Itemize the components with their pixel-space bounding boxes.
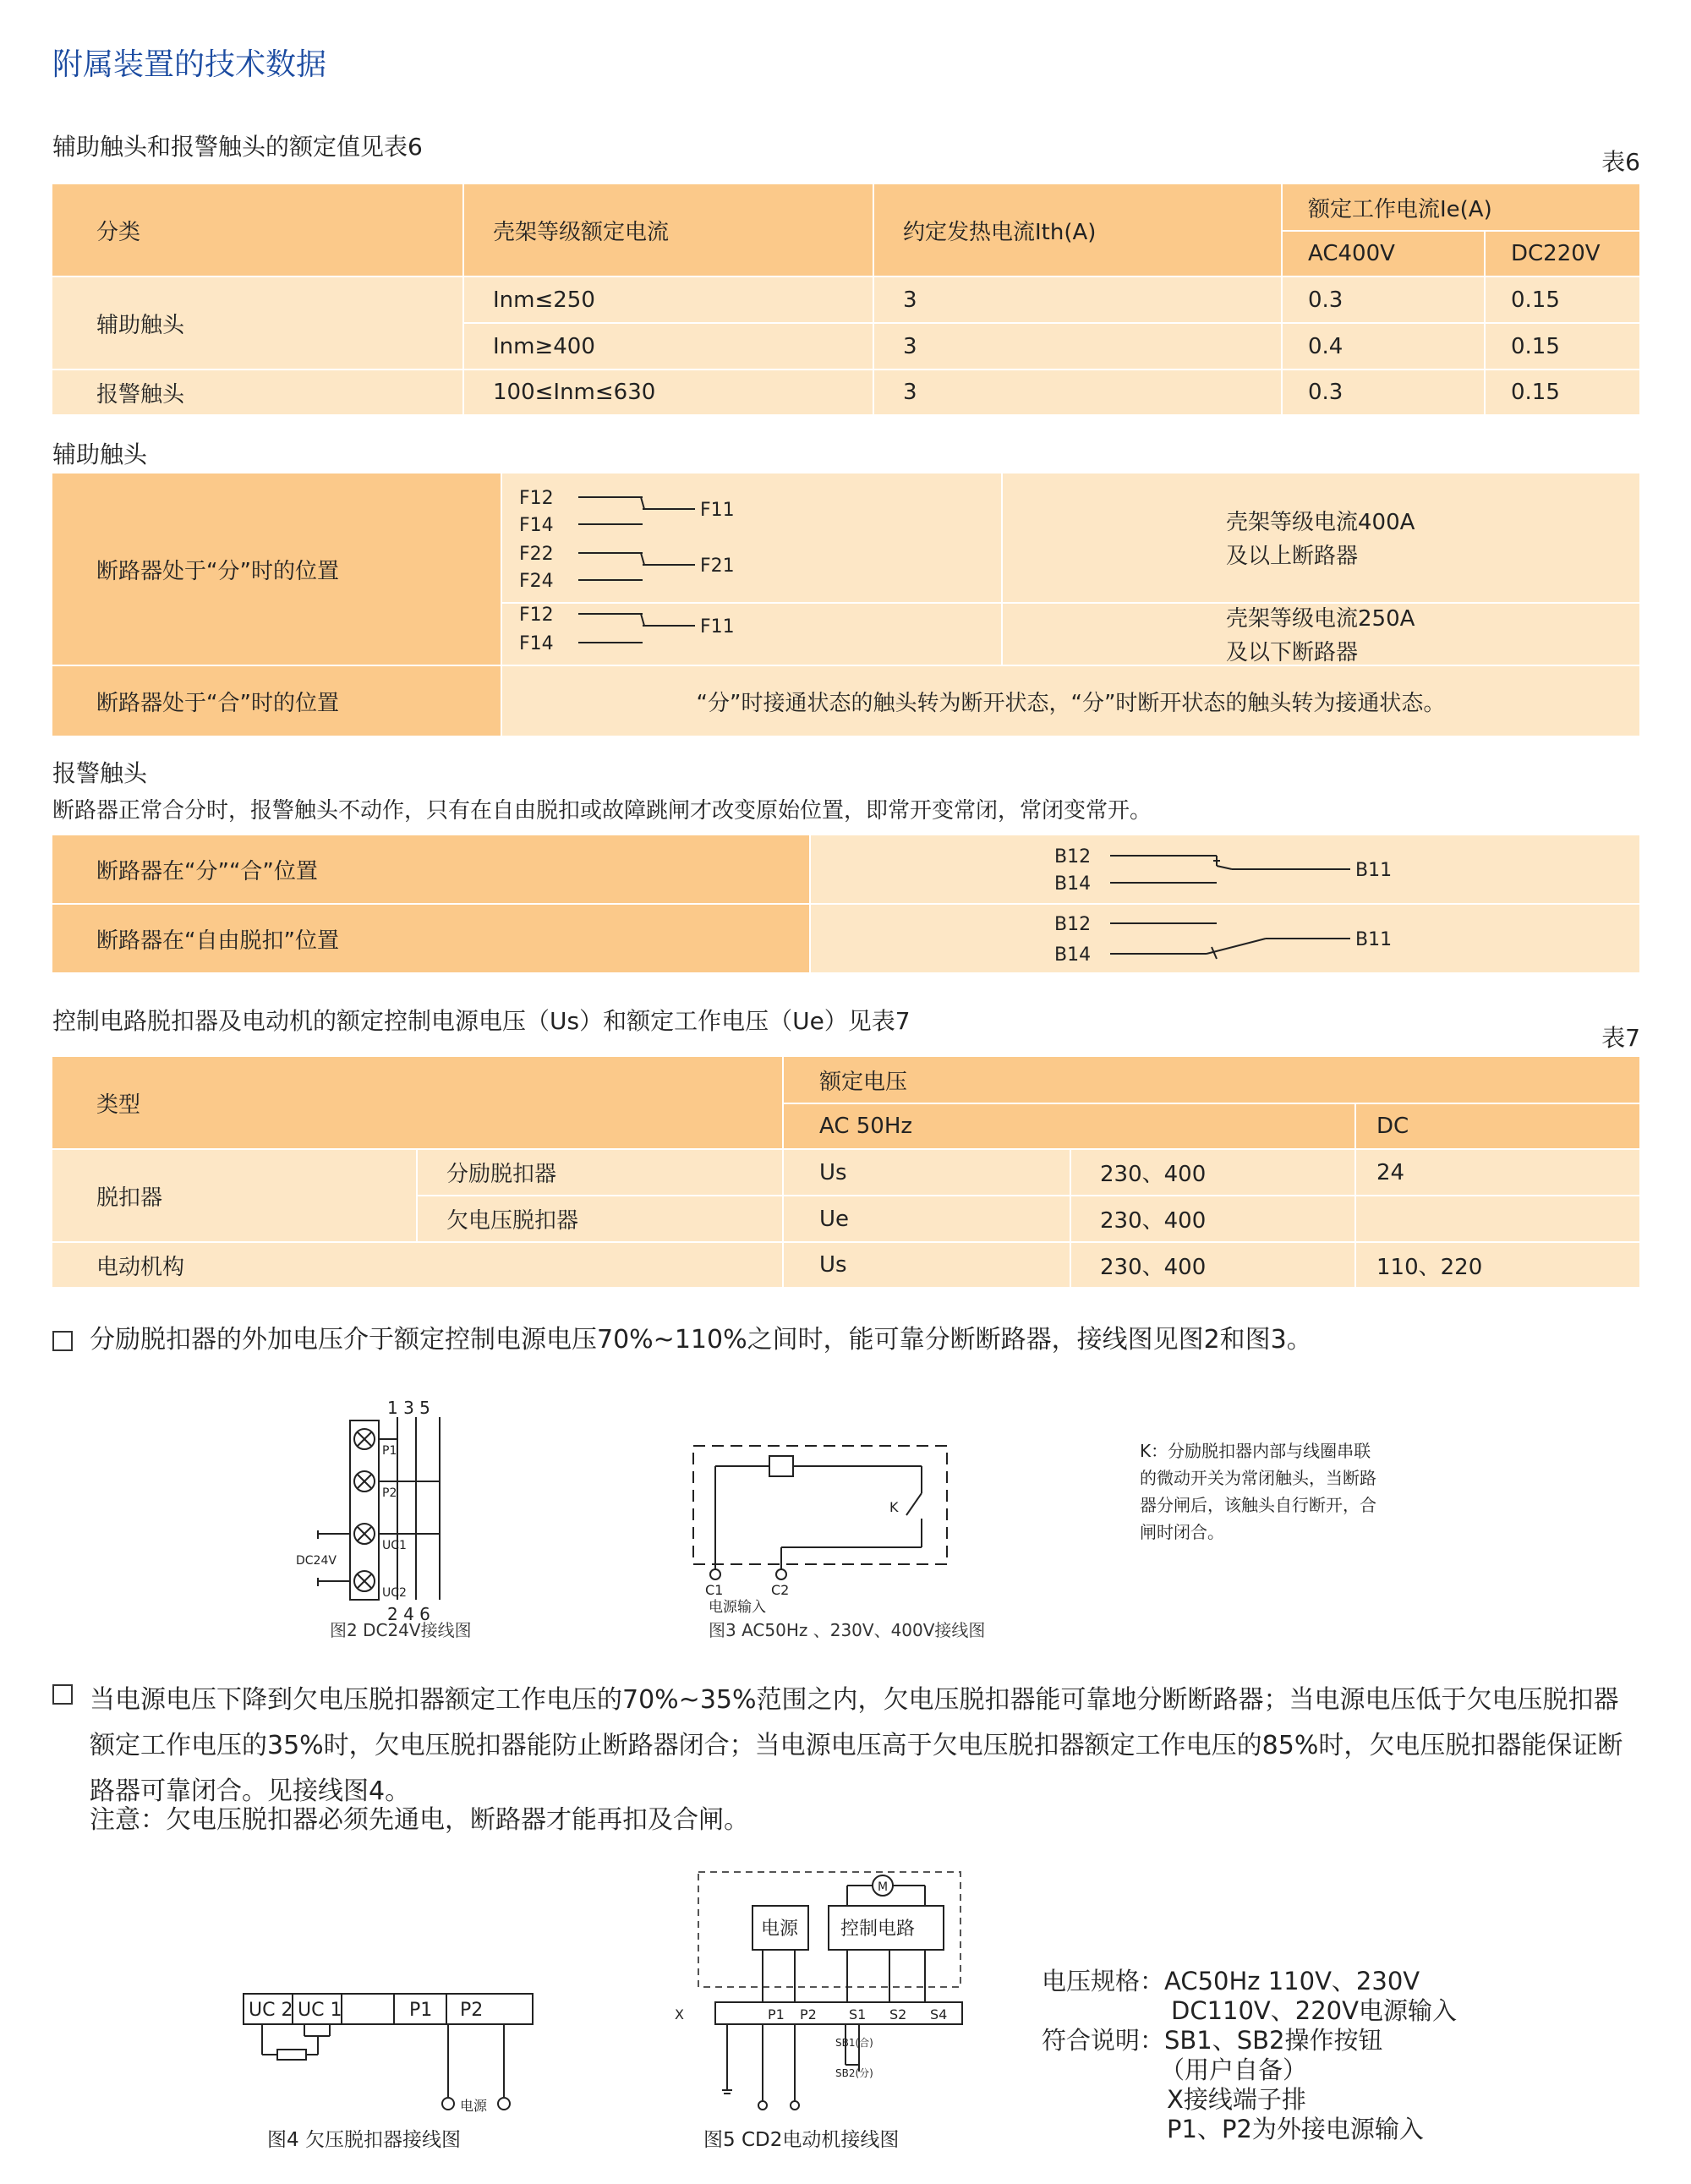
spec-line2: DC110V、220V电源输入 bbox=[1171, 1996, 1457, 2025]
k-note-line4: 闸时闭合。 bbox=[1140, 1522, 1224, 1542]
fig4-uc1: UC 1 bbox=[298, 2000, 342, 2021]
uv-note-line2: 额定工作电压的35%时，欠电压脱扣器能防止断路器闭合；当电源电压高于欠电压脱扣器额定工作电压的85%时，欠电压脱扣器能保证断 bbox=[90, 1731, 1623, 1760]
fig4-p1: P1 bbox=[409, 2000, 433, 2021]
fig5-p2: P2 bbox=[800, 2006, 817, 2023]
term-b14-a: B14 bbox=[1054, 873, 1092, 895]
spec-line1: 电压规格：AC50Hz 110V、230V bbox=[1042, 1967, 1420, 1995]
fig3-c2: C2 bbox=[771, 1582, 790, 1598]
t7-r1-ac: 230、400 bbox=[1070, 1195, 1354, 1241]
term-b12-b: B12 bbox=[1054, 914, 1092, 935]
t7-r2-name: 电动机构 bbox=[52, 1241, 782, 1287]
fig5-sb1: SB1(合) bbox=[835, 2037, 873, 2049]
alarm-contact-desc: 断路器正常合分时，报警触头不动作，只有在自由脱扣或故障跳闸才改变原始位置，即常开变常闭，常闭变常开。 bbox=[52, 798, 1152, 824]
fig2-uc2: UC2 bbox=[382, 1586, 407, 1600]
t6-r1-ac: 0.4 bbox=[1281, 322, 1484, 369]
page-title: 附属装置的技术数据 bbox=[52, 47, 327, 82]
spec-line5: X接线端子排 bbox=[1167, 2085, 1306, 2114]
uv-attention: 注意：欠电压脱扣器必须先通电，断路器才能再扣及合闸。 bbox=[90, 1805, 749, 1835]
t6-h-category: 分类 bbox=[52, 184, 462, 276]
frame-400-text bbox=[1226, 506, 1415, 573]
spec-line3: 符合说明：SB1、SB2操作按钮 bbox=[1042, 2026, 1383, 2055]
alarm-contact-table bbox=[52, 835, 1639, 972]
term-f11-b: F11 bbox=[700, 616, 735, 638]
fig3-k: K bbox=[889, 1499, 899, 1515]
t7-r0-ac: 230、400 bbox=[1070, 1148, 1354, 1195]
fig2-p1: P1 bbox=[382, 1444, 397, 1458]
fig2-caption: 图2 DC24V接线图 bbox=[330, 1620, 472, 1640]
uv-note-checkbox bbox=[52, 1684, 73, 1705]
aux-contact-title: 辅助触头 bbox=[52, 441, 148, 468]
t6-r0-frame: Inm≤250 bbox=[462, 276, 873, 322]
fig5-x: X bbox=[675, 2006, 684, 2023]
aux-intro: 辅助触头和报警触头的额定值见表6 bbox=[52, 133, 423, 161]
term-b11-a: B11 bbox=[1355, 860, 1393, 881]
frame-250-line2: 及以下断路器 bbox=[1226, 640, 1359, 665]
term-b11-b: B11 bbox=[1355, 929, 1393, 950]
t7-r0-name: 分励脱扣器 bbox=[416, 1148, 782, 1195]
fig5-sb2: SB2(分) bbox=[835, 2067, 873, 2079]
t7-h-dc: DC bbox=[1354, 1103, 1639, 1148]
frame-400-line2: 及以上断路器 bbox=[1226, 544, 1359, 569]
fig2-top-nums: 1 3 5 bbox=[387, 1398, 430, 1418]
t6-r0-dc: 0.15 bbox=[1484, 276, 1639, 322]
alarm-contact-diagram bbox=[809, 835, 1639, 972]
t6-r1-ith: 3 bbox=[873, 322, 1281, 369]
frame-250-text bbox=[1226, 602, 1415, 670]
term-f24: F24 bbox=[519, 571, 554, 592]
t7-release-label: 脱扣器 bbox=[52, 1148, 416, 1241]
t6-r1-frame: Inm≥400 bbox=[462, 322, 873, 369]
fig3-caption: 图3 AC50Hz 、230V、400V接线图 bbox=[709, 1620, 986, 1640]
t6-aux-category: 辅助触头 bbox=[52, 276, 462, 369]
t7-r0-sym: Us bbox=[782, 1148, 1070, 1195]
fig5-power: 电源 bbox=[761, 1919, 799, 1940]
fig5-m: M bbox=[878, 1880, 889, 1894]
t7-r0-dc: 24 bbox=[1354, 1148, 1639, 1195]
t6-r2-dc: 0.15 bbox=[1484, 369, 1639, 414]
t7-h-ac: AC 50Hz bbox=[782, 1103, 1354, 1148]
t6-h-ac400: AC400V bbox=[1281, 230, 1484, 276]
t6-r2-category: 报警触头 bbox=[52, 369, 462, 414]
fig5-caption: 图5 CD2电动机接线图 bbox=[703, 2129, 900, 2151]
t7-h-rated: 额定电压 bbox=[782, 1057, 1639, 1103]
table7-intro: 控制电路脱扣器及电动机的额定控制电源电压（Us）和额定工作电压（Ue）见表7 bbox=[52, 1007, 911, 1035]
frame-250-line1: 壳架等级电流250A bbox=[1226, 606, 1415, 632]
t6-h-frame: 壳架等级额定电流 bbox=[462, 184, 873, 276]
term-f12-a: F12 bbox=[519, 488, 554, 509]
fig5-diagram bbox=[668, 1869, 1006, 2114]
fig5-s4: S4 bbox=[930, 2006, 948, 2023]
k-note bbox=[1140, 1437, 1376, 1546]
term-f22: F22 bbox=[519, 544, 554, 565]
term-f12-b: F12 bbox=[519, 605, 554, 626]
term-b12-a: B12 bbox=[1054, 846, 1092, 868]
fig2-p2: P2 bbox=[382, 1486, 397, 1500]
t7-h-type: 类型 bbox=[52, 1057, 782, 1148]
shunt-note: 分励脱扣器的外加电压介于额定控制电源电压70%~110%之间时，能可靠分断断路器，接线图见图2和图3。 bbox=[90, 1325, 1312, 1355]
term-b14-b: B14 bbox=[1054, 944, 1092, 966]
frame-400-line1: 壳架等级电流400A bbox=[1226, 510, 1415, 535]
fig4-uc2: UC 2 bbox=[249, 2000, 293, 2021]
fig4-caption: 图4 欠压脱扣器接线图 bbox=[267, 2129, 461, 2151]
k-note-line1: K：分励脱扣器内部与线圈串联 bbox=[1140, 1441, 1371, 1461]
aux-contact-diagram bbox=[501, 473, 1001, 665]
term-f11-a: F11 bbox=[700, 500, 735, 521]
fig5-p1: P1 bbox=[768, 2006, 785, 2023]
fig5-s2: S2 bbox=[889, 2006, 907, 2023]
t6-r2-frame: 100≤Inm≤630 bbox=[462, 369, 873, 414]
t6-h-rated: 额定工作电流Ie(A) bbox=[1281, 184, 1639, 230]
fig5-s1: S1 bbox=[849, 2006, 867, 2023]
fig4-diagram bbox=[237, 1985, 550, 2112]
fig2-uc1: UC1 bbox=[382, 1539, 407, 1552]
t6-r1-dc: 0.15 bbox=[1484, 322, 1639, 369]
t6-h-ith: 约定发热电流Ith(A) bbox=[873, 184, 1281, 276]
table7-label: 表7 bbox=[1601, 1024, 1640, 1052]
uv-note-line3: 路器可靠闭合。见接线图4。 bbox=[90, 1776, 411, 1806]
term-f14-a: F14 bbox=[519, 515, 554, 536]
alarm-row1-label: 断路器在“分”“合”位置 bbox=[52, 835, 809, 903]
t7-r2-ac: 230、400 bbox=[1070, 1241, 1354, 1287]
fig2-diagram bbox=[279, 1387, 550, 1640]
spec-block bbox=[1042, 1967, 1457, 2144]
t7-r1-sym: Ue bbox=[782, 1195, 1070, 1241]
t6-r2-ac: 0.3 bbox=[1281, 369, 1484, 414]
spec-line6: P1、P2为外接电源输入 bbox=[1167, 2115, 1424, 2143]
t6-r2-ith: 3 bbox=[873, 369, 1281, 414]
table6-label: 表6 bbox=[1601, 148, 1640, 176]
term-f21: F21 bbox=[700, 556, 735, 577]
t7-r2-sym: Us bbox=[782, 1241, 1070, 1287]
alarm-contact-title: 报警触头 bbox=[52, 759, 148, 787]
term-f14-b: F14 bbox=[519, 633, 554, 654]
aux-closed-desc: “分”时接通状态的触头转为断开状态，“分”时断开状态的触头转为接通状态。 bbox=[501, 665, 1639, 736]
table7 bbox=[52, 1057, 1639, 1287]
aux-open-label: 断路器处于“分”时的位置 bbox=[52, 473, 501, 665]
table6 bbox=[52, 184, 1639, 414]
fig2-dc: DC24V bbox=[296, 1554, 337, 1568]
alarm-row2-label: 断路器在“自由脱扣”位置 bbox=[52, 903, 809, 972]
t7-r2-dc: 110、220 bbox=[1354, 1241, 1639, 1287]
fig3-c1: C1 bbox=[705, 1582, 724, 1598]
fig3-diagram bbox=[676, 1420, 981, 1607]
k-note-line2: 的微动开关为常闭触头，当断路 bbox=[1140, 1468, 1376, 1488]
aux-contact-table bbox=[52, 473, 1639, 736]
t6-h-dc220: DC220V bbox=[1484, 230, 1639, 276]
k-note-line3: 器分闸后，该触头自行断开，合 bbox=[1140, 1495, 1376, 1515]
fig5-ctrl: 控制电路 bbox=[840, 1919, 916, 1940]
fig3-input: 电源输入 bbox=[709, 1599, 766, 1616]
fig4-p2: P2 bbox=[460, 2000, 484, 2021]
t6-r0-ac: 0.3 bbox=[1281, 276, 1484, 322]
spec-line4: （用户自备） bbox=[1160, 2055, 1308, 2084]
fig4-power: 电源 bbox=[460, 2098, 488, 2112]
fig2-bottom-nums: 2 4 6 bbox=[387, 1604, 430, 1624]
aux-closed-label: 断路器处于“合”时的位置 bbox=[52, 665, 501, 736]
uv-note bbox=[90, 1678, 1623, 1815]
t6-r0-ith: 3 bbox=[873, 276, 1281, 322]
uv-note-line1: 当电源电压下降到欠电压脱扣器额定工作电压的70%~35%范围之内，欠电压脱扣器能可靠地分断断路器；当电源电压低于欠电压脱扣器 bbox=[90, 1685, 1619, 1715]
t7-r1-dc bbox=[1354, 1195, 1639, 1241]
shunt-note-checkbox bbox=[52, 1331, 73, 1351]
t7-r1-name: 欠电压脱扣器 bbox=[416, 1195, 782, 1241]
